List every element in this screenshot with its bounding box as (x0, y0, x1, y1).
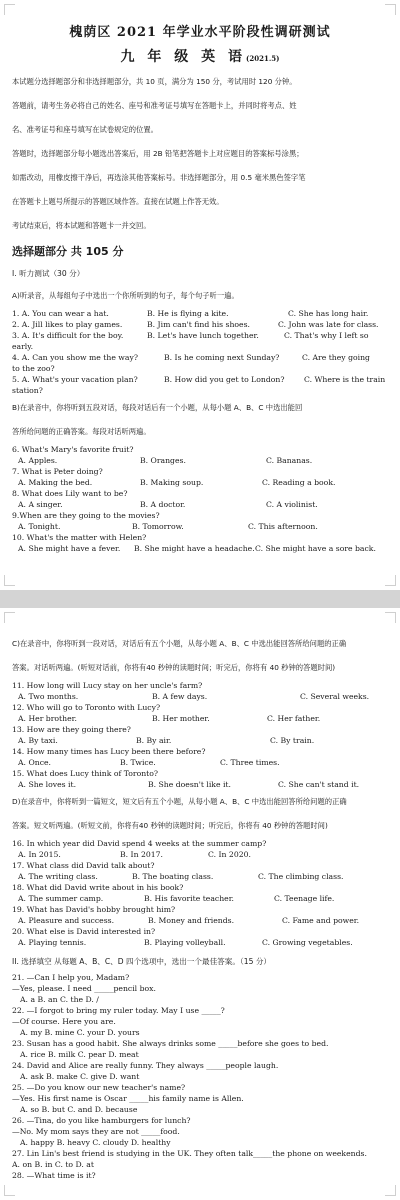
option-a: 5. A. What's your vacation plan? (12, 375, 138, 384)
option-b: B. She doesn't like it. (148, 780, 231, 789)
crop-mark (385, 4, 396, 15)
option-b: B. Oranges. (140, 456, 186, 465)
question: 6. What's Mary's favorite fruit? (12, 445, 134, 454)
option-a: 2. A. Jill likes to play games. (12, 320, 123, 329)
options (12, 477, 388, 488)
wrapped-text: station? (12, 386, 43, 395)
question: 20. What else is David interested in? (12, 927, 156, 936)
options (12, 779, 388, 790)
wrapped-text: early. (12, 342, 34, 351)
question-line: —Of course. Here you are. (12, 1017, 116, 1026)
list-item (12, 352, 388, 363)
option-a: A. By taxi. (18, 736, 58, 745)
part-d-instruction: D)在录音中，你将听到一篇短文，短文后有五个小题，从每小题 A、B、C 中选出能回答所给问题的正确 (12, 797, 347, 806)
option-b: B. The boating class. (132, 872, 214, 881)
option-b: B. A few days. (152, 692, 208, 701)
option-a: 4. A. Can you show me the way? (12, 353, 138, 362)
crop-mark (385, 612, 396, 623)
part-b-instruction: B)在录音中，你将听到五段对话，每段对话后有一个小题，从每小题 A、B、C 中选出能回 (12, 403, 303, 412)
option-c: C. The climbing class. (258, 872, 344, 881)
wrapped-text: to the zoo? (12, 364, 55, 373)
options (12, 735, 388, 746)
intro-line: 本试题分选择题部分和非选择题部分，共 10 页，满分为 150 分，考试用时 120 分钟。 (12, 77, 297, 86)
option-c: C. Three times. (220, 758, 280, 767)
part-d-instruction: 答案。短文听两遍。(听短文前，你将有40 秒钟的读题时间；听完后，你将有 40 秒钟的答题时间) (12, 821, 328, 830)
option-c: C. This afternoon. (248, 522, 318, 531)
option-b: B. Playing volleyball. (144, 938, 226, 947)
options (12, 937, 388, 948)
options (12, 521, 388, 532)
exam-page-1 (0, 0, 400, 590)
options (12, 871, 388, 882)
option-c: C. Are they going (302, 353, 370, 362)
question: 16. In which year did David spend 4 weeks at the summer camp? (12, 839, 267, 848)
question: 14. How many times has Lucy been there before? (12, 747, 206, 756)
question: 10. What's the matter with Helen? (12, 533, 147, 542)
option-a: A. Tonight. (18, 522, 61, 531)
subject-name: 九 年 级 英 语 (120, 49, 247, 65)
question: 12. Who will go to Toronto with Lucy? (12, 703, 161, 712)
exam-instructions (12, 70, 388, 238)
question: 11. How long will Lucy stay on her uncle's farm? (12, 681, 203, 690)
option-c: C. That's why I left so (284, 331, 369, 340)
question: 7. What is Peter doing? (12, 467, 103, 476)
option-c: C. A violinist. (266, 500, 318, 509)
question-line: 28. —What time is it? (12, 1171, 96, 1180)
option-a: A. She loves it. (18, 780, 77, 789)
options (12, 691, 388, 702)
option-c: C. In 2020. (208, 850, 251, 859)
option-c: C. She can't stand it. (278, 780, 360, 789)
exam-date: (2021.5) (246, 54, 280, 63)
question-line: 21. —Can I help you, Madam? (12, 973, 130, 982)
intro-line: 名、准考证号和座号填写在试卷规定的位置。 (12, 125, 158, 134)
option-a: A. Her brother. (18, 714, 77, 723)
page-separator (0, 590, 400, 608)
option-a: 3. A. It's difficult for the boy. (12, 331, 124, 340)
option-c: C. Bananas. (266, 456, 313, 465)
option-c: C. Teenage life. (274, 894, 335, 903)
question-line: 24. David and Alice are really funny. They always _____people laugh. (12, 1061, 279, 1070)
option-b: B. Twice. (120, 758, 156, 767)
question: 13. How are they going there? (12, 725, 131, 734)
question-line: 25. —Do you know our new teacher's name? (12, 1083, 186, 1092)
intro-line: 如需改动，用橡皮擦干净后，再选涂其他答案标号。非选择题部分，用 0.5 毫米黑色签字笔 (12, 173, 306, 182)
option-c: C. Fame and power. (282, 916, 360, 925)
intro-line: 答题时，选择题部分每小题选出答案后，用 2B 铅笔把答题卡上对应题目的答案标号涂黑； (12, 149, 304, 158)
section-heading: 选择题部分 共 105 分 (12, 245, 124, 258)
question-line: 26. —Tina, do you like hamburgers for lunch? (12, 1116, 191, 1125)
option-a: A. Two months. (18, 692, 79, 701)
question-line: 23. Susan has a good habit. She always drinks some _____before she goes to bed. (12, 1039, 329, 1048)
part-b-instruction: 答所给问题的正确答案。每段对话听两遍。 (12, 427, 151, 436)
crop-mark (385, 1185, 396, 1196)
crop-mark (4, 612, 15, 623)
intro-line: 在答题卡上题号所提示的答题区域作答。直接在试题上作答无效。 (12, 197, 224, 206)
list-item (12, 319, 388, 330)
option-b: B. Her mother. (152, 714, 210, 723)
options (12, 849, 388, 860)
option-b: B. By air. (136, 736, 172, 745)
option-b: B. Making soup. (140, 478, 204, 487)
option-b: B. He is flying a kite. (147, 309, 229, 318)
question: 19. What has David's hobby brought him? (12, 905, 176, 914)
intro-line: 答题前，请考生务必将自己的姓名、座号和准考证号填写在答题卡上，并同时将考点、姓 (12, 101, 297, 110)
option-c: C. Growing vegetables. (262, 938, 353, 947)
question-line: A. my B. mine C. your D. yours (20, 1028, 140, 1037)
option-a: 1. A. You can wear a hat. (12, 309, 109, 318)
exam-page-2 (0, 608, 400, 1200)
part-heading: I. 听力测试（30 分） (12, 269, 85, 278)
question-line: A. happy B. heavy C. cloudy D. healthy (20, 1138, 171, 1147)
list-item (12, 330, 388, 341)
option-b: B. Let's have lunch together. (147, 331, 259, 340)
options (12, 543, 388, 554)
option-a: A. The writing class. (18, 872, 98, 881)
part-d-items (12, 838, 388, 948)
part-a-instruction: A)听录音，从每组句子中选出一个你所听到的句子，每个句子听一遍。 (12, 291, 239, 300)
crop-mark (385, 575, 396, 586)
question-line: —Yes. His first name is Oscar _____his family name is Allen. (12, 1094, 244, 1103)
option-a: A. Once. (18, 758, 51, 767)
question: 17. What class did David talk about? (12, 861, 155, 870)
crop-mark (4, 575, 15, 586)
option-b: B. His favorite teacher. (144, 894, 235, 903)
part-a-items (12, 308, 388, 396)
intro-line: 考试结束后，将本试题和答题卡一并交回。 (12, 221, 151, 230)
question-line: 27. Lin Lin's best friend is studying in the UK. They often talk_____the phone on weekends. (12, 1149, 367, 1158)
question: 8. What does Lily want to be? (12, 489, 128, 498)
question-line: —No. My mom says they are not _____food. (12, 1127, 180, 1136)
option-c: C. John was late for class. (278, 320, 379, 329)
question-line: 22. —I forgot to bring my ruler today. May I use _____? (12, 1006, 225, 1015)
question-line: A. so B. but C. and D. because (20, 1105, 138, 1114)
options (12, 915, 388, 926)
question: 15. What does Lucy think of Toronto? (12, 769, 158, 778)
option-c: C. Several weeks. (300, 692, 370, 701)
option-b: B. Money and friends. (148, 916, 235, 925)
question-line: A. on B. in C. to D. at (12, 1160, 94, 1169)
option-c: C. She might have a sore back. (255, 544, 376, 553)
option-a: A. In 2015. (18, 850, 61, 859)
option-b: B. Tomorrow. (132, 522, 184, 531)
question-line: A. a B. an C. the D. / (20, 995, 99, 1004)
option-c: C. Where is the train (304, 375, 386, 384)
question-line: A. ask B. make C. give D. want (20, 1072, 140, 1081)
option-b: B. She might have a headache. (134, 544, 255, 553)
options (12, 499, 388, 510)
crop-mark (4, 4, 15, 15)
part-heading: II. 选择填空 从每题 A、B、C、D 四个选项中，选出一个最佳答案。（15 分） (12, 957, 272, 966)
question: 18. What did David write about in his book? (12, 883, 184, 892)
option-a: A. Apples. (18, 456, 58, 465)
part-c-instruction: 答案。对话听两遍。(听短对话前，你将有40 秒钟的读题时间；听完后，你将有 40 秒钟的答题时间) (12, 663, 336, 672)
exam-title: 槐荫区 2021 年学业水平阶段性调研测试 (69, 25, 331, 40)
crop-mark (4, 1185, 15, 1196)
option-c: C. By train. (270, 736, 315, 745)
option-a: A. The summer camp. (18, 894, 104, 903)
options (12, 455, 388, 466)
part-b-items (12, 444, 388, 554)
option-c: C. Her father. (267, 714, 321, 723)
option-b: B. A doctor. (140, 500, 186, 509)
option-a: A. She might have a fever. (18, 544, 121, 553)
option-b: B. How did you get to London? (164, 375, 285, 384)
option-a: A. A singer. (18, 500, 63, 509)
option-a: A. Making the bed. (18, 478, 93, 487)
exam-subject (12, 44, 388, 70)
part-c-instruction: C)在录音中，你将听到一段对话，对话后有五个小题，从每小题 A、B、C 中选出能回答所给问题的正确 (12, 639, 347, 648)
option-b: B. Is he coming next Sunday? (164, 353, 280, 362)
option-a: A. Pleasure and success. (18, 916, 115, 925)
part-c-items (12, 680, 388, 790)
question-line: —Yes, please. I need _____pencil box. (12, 984, 156, 993)
options (12, 757, 388, 768)
option-c: C. Reading a book. (262, 478, 336, 487)
option-b: B. Jim can't find his shoes. (147, 320, 251, 329)
option-b: B. In 2017. (120, 850, 163, 859)
question: 9.When are they going to the movies? (12, 511, 160, 520)
list-item (12, 374, 388, 385)
list-item (12, 308, 388, 319)
part-2-items (12, 972, 388, 1181)
question-line: A. rice B. milk C. pear D. meat (20, 1050, 139, 1059)
option-a: A. Playing tennis. (18, 938, 87, 947)
options (12, 713, 388, 724)
options (12, 893, 388, 904)
option-c: C. She has long hair. (288, 309, 369, 318)
